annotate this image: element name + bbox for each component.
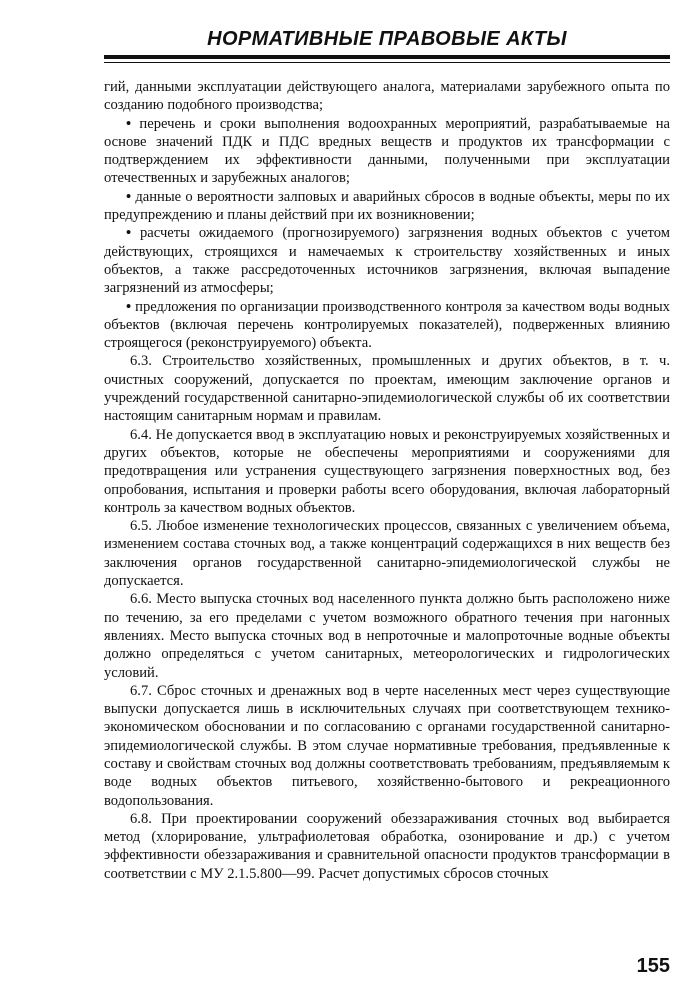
paragraph: гий, данными эксплуатации действующего аналога, материалами зарубежного опыта по созданию подобного производства; <box>104 79 670 114</box>
bullet-icon: • <box>126 298 132 315</box>
bullet-icon: • <box>126 188 132 205</box>
paragraph-6-4: 6.4. Не допускается ввод в эксплуатацию новых и реконструируемых хозяйственных и других объектов, которые не обеспечены мероприятиями и сооружениями для предотвращения или устранения существующего загрязнения поверхностных вод, без опробования, испытания и проверки работы всего оборудования, включая лабораторный контроль за качеством водных объектов. <box>104 426 670 516</box>
bullet-text: перечень и сроки выполнения водоохранных мероприятий, разрабатываемые на основе значений ПДК и ПДС вредных веществ и продуктов их трансформации с подтверждением их эффективности данными, полученными при эксплуатации отечественных и зарубежных аналогов; <box>104 115 670 187</box>
bullet-text: данные о вероятности залповых и аварийных сбросов в водные объекты, меры по их предупреждению и планы действий при их возникновении; <box>104 188 670 224</box>
bullet-icon: • <box>126 225 132 242</box>
bullet-icon: • <box>126 115 132 132</box>
paragraph-6-8: 6.8. При проектировании сооружений обеззараживания сточных вод выбирается метод (хлорирование, ультрафиолетовая обработка, озонирование и др.) с учетом эффективности обеззараживания и сравнительной опасности продуктов трансформации в соответствии с МУ 2.1.5.800—99. Расчет допустимых сбросов сточных <box>104 810 670 882</box>
header-rule-thin <box>104 62 670 63</box>
bullet-text: расчеты ожидаемого (прогнозируемого) загрязнения водных объектов с учетом действующих, строящихся и намечаемых к строительству хозяйственных и иных объектов, а также рассредоточенных источников загрязнения, включая выпадение загрязнений из атмосферы; <box>104 225 670 297</box>
header-rule-thick <box>104 55 670 59</box>
bullet-item <box>104 298 670 353</box>
paragraph-6-7: 6.7. Сброс сточных и дренажных вод в черте населенных мест через существующие выпуски допускается лишь в исключительных случаях при соответствующем технико-экономическом обосновании и по согласованию с органами государственной санитарно-эпидемиологической службы. В этом случае нормативные требования, предъявленные к составу и свойствам сточных вод должны соответствовать требованиям, предъявляемым к воде водных объектов питьевого, хозяйственно-бытового и рекреационного водопользования. <box>104 682 670 809</box>
bullet-item <box>104 115 670 188</box>
body-text <box>104 78 670 883</box>
paragraph-6-5: 6.5. Любое изменение технологических процессов, связанных с увеличением объема, изменением состава сточных вод, а также концентраций содержащихся в них веществ без заключения органов государственной санитарно-эпидемиологической службы не допускается. <box>104 518 670 590</box>
section-title: НОРМАТИВНЫЕ ПРАВОВЫЕ АКТЫ <box>207 28 567 50</box>
bullet-item <box>104 188 670 225</box>
paragraph-6-3: 6.3. Строительство хозяйственных, промышленных и других объектов, в т. ч. очистных сооружений, допускается по проектам, имеющим заключение органов и учреждений государственной санитарно-эпидемиологической службы об их соответствии настоящим санитарным нормам и правилам. <box>104 353 670 425</box>
bullet-text: предложения по организации производственного контроля за качеством воды водных объектов (включая перечень контролируемых показателей), подверженных влиянию строящегося (реконструируемого) объекта. <box>104 298 670 352</box>
running-header <box>104 28 670 51</box>
paragraph-6-6: 6.6. Место выпуска сточных вод населенного пункта должно быть расположено ниже по течению, за его пределами с учетом возможного обратного течения при нагонных явлениях. Место выпуска сточных вод в непроточные и малопроточные водные объекты должно определяться с учетом санитарных, метеорологических и гидрологических условий. <box>104 591 670 681</box>
bullet-item <box>104 224 670 297</box>
page-number: 155 <box>636 955 670 977</box>
